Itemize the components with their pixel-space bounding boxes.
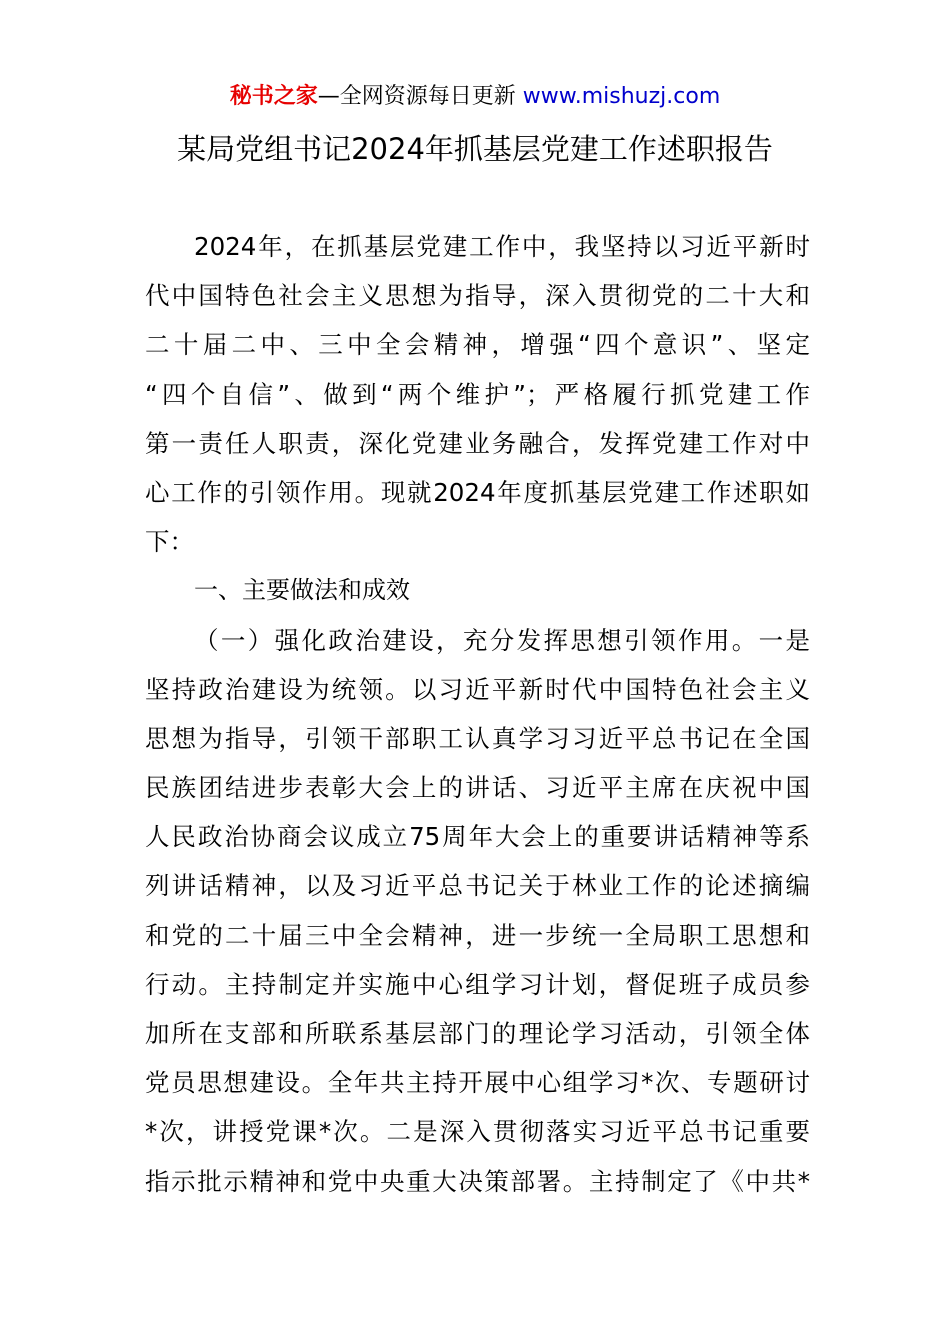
site-url-link[interactable]: www.mishuzj.com <box>522 84 721 109</box>
site-brand: 秘书之家 <box>229 84 318 109</box>
text-line: 坚持政治建设为统领。以习近平新时代中国特色社会主义 <box>145 674 810 704</box>
text-line: 第一责任人职责，深化党建业务融合，发挥党建工作对中 <box>145 428 810 458</box>
text-line: “四个自信”、做到“两个维护”；严格履行抓党建工作 <box>145 379 810 409</box>
document-title: 某局党组书记2024年抓基层党建工作述职报告 <box>177 132 773 166</box>
text-line: 民族团结进步表彰大会上的讲话、习近平主席在庆祝中国 <box>145 773 810 803</box>
text-line: 和党的二十届三中全会精神，进一步统一全局职工思想和 <box>145 920 810 950</box>
text-line: 列讲话精神，以及习近平总书记关于林业工作的论述摘编 <box>145 871 810 901</box>
text-line: 人民政治协商会议成立75周年大会上的重要讲话精神等系 <box>145 822 810 852</box>
intro-paragraph <box>145 222 810 566</box>
text-line: 指示批示精神和党中央重大决策部署。主持制定了《中共* <box>145 1166 810 1196</box>
text-line: 行动。主持制定并实施中心组学习计划，督促班子成员参 <box>145 969 810 999</box>
section1-paragraph <box>145 616 810 1206</box>
site-tagline: —全网资源每日更新 <box>317 84 516 109</box>
text-line: 下： <box>145 527 194 557</box>
text-line: 党员思想建设。全年共主持开展中心组学习*次、专题研讨 <box>145 1068 810 1098</box>
text-line: 代中国特色社会主义思想为指导，深入贯彻党的二十大和 <box>145 281 810 311</box>
text-line: 二十届二中、三中全会精神，增强“四个意识”、坚定 <box>145 330 810 360</box>
text-line: 心工作的引领作用。现就2024年度抓基层党建工作述职如 <box>145 477 810 507</box>
text-line: 加所在支部和所联系基层部门的理论学习活动，引领全体 <box>145 1019 810 1048</box>
text-line: 思想为指导，引领干部职工认真学习习近平总书记在全国 <box>145 723 810 753</box>
section-heading: 一、主要做法和成效 <box>194 576 410 605</box>
site-header <box>0 80 950 114</box>
text-line: 2024年，在抓基层党建工作中，我坚持以习近平新时 <box>194 232 810 261</box>
document-body <box>145 222 810 1206</box>
text-line: *次，讲授党课*次。二是深入贯彻落实习近平总书记重要 <box>145 1117 810 1147</box>
text-line: （一）强化政治建设，充分发挥思想引领作用。一是 <box>194 625 810 655</box>
